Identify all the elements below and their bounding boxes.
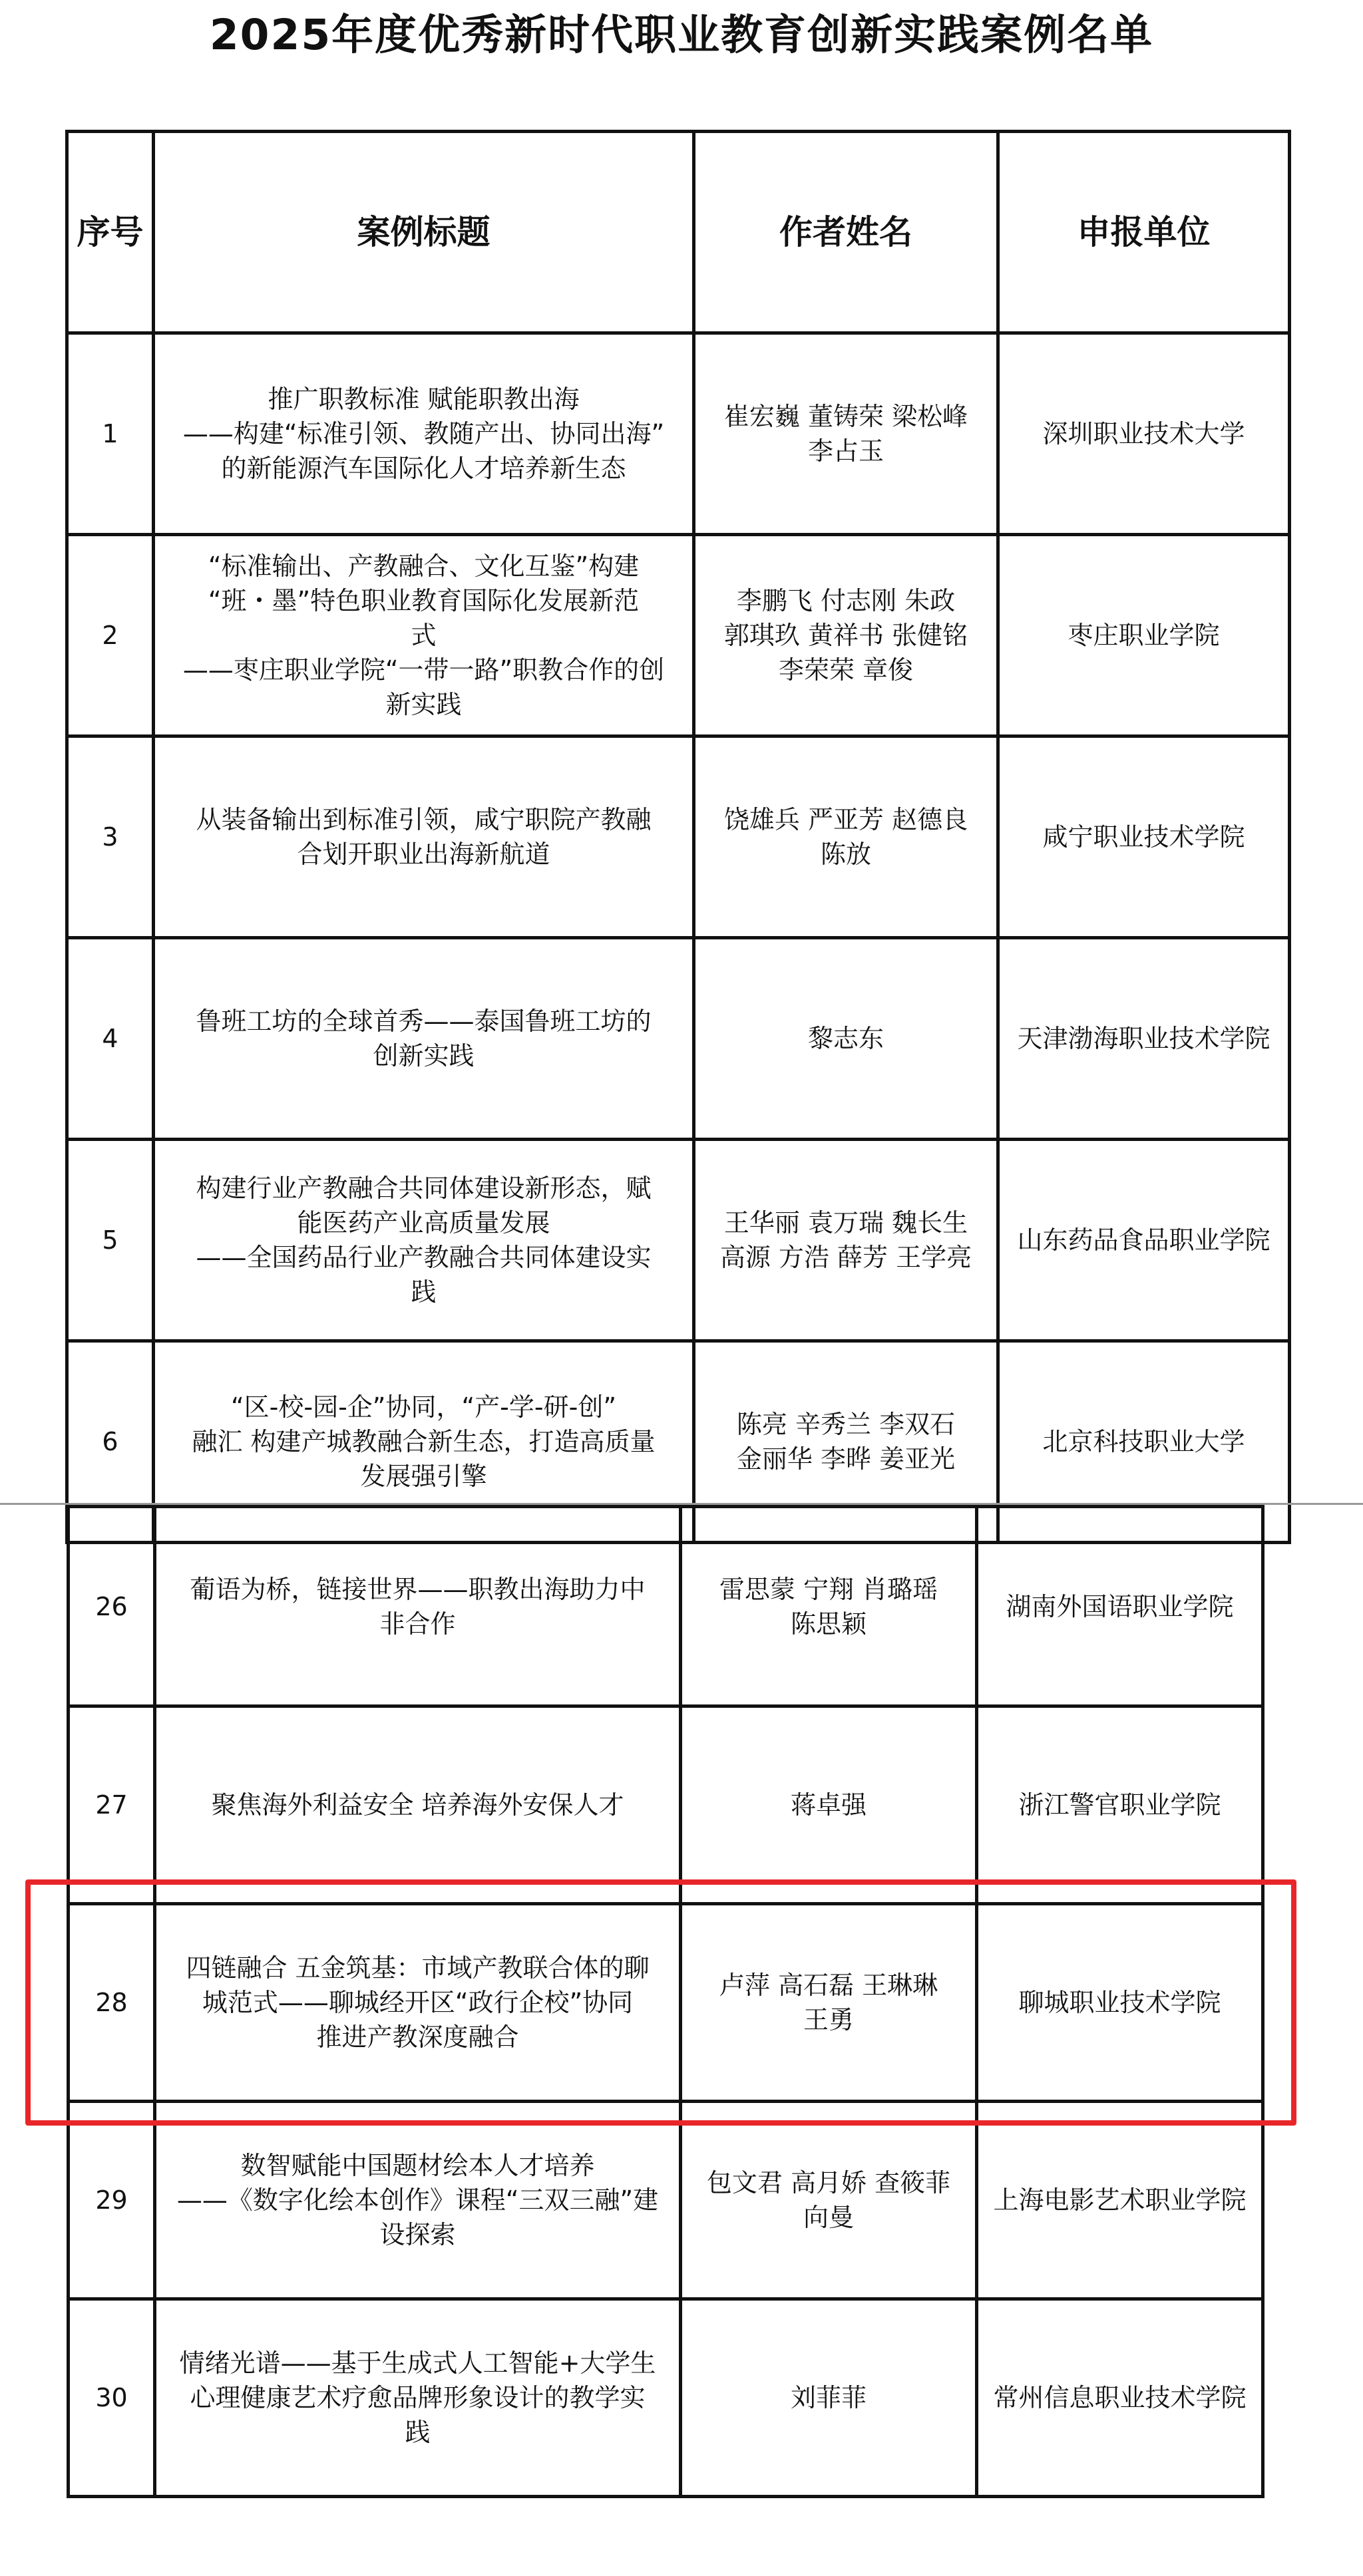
header-title: 案例标题 [154, 132, 694, 333]
row-number: 29 [69, 2102, 155, 2299]
applicant-unit: 枣庄职业学院 [998, 535, 1290, 736]
header-unit: 申报单位 [998, 132, 1290, 333]
table-row [69, 1706, 1263, 1904]
author-names-line: 蒋卓强 [790, 1790, 867, 1820]
applicant-unit: 浙江警官职业学院 [977, 1706, 1263, 1904]
author-names-line: 陈放 [820, 840, 871, 869]
author-names-line: 崔宏巍 董铸荣 梁松峰 [723, 402, 968, 431]
author-names [694, 535, 998, 736]
author-names [681, 1706, 977, 1904]
case-title-line: 情绪光谱——基于生成式人工智能+大学生 [179, 2348, 656, 2378]
table-row [67, 535, 1290, 736]
author-names-line: 高源 方浩 薛芳 王学亮 [719, 1243, 972, 1272]
row-number: 5 [67, 1140, 154, 1341]
case-title-line: 推广职教标准 赋能职教出海 [268, 385, 580, 414]
case-title-line: 创新实践 [373, 1041, 475, 1070]
case-title [154, 333, 694, 535]
case-title [155, 2299, 681, 2497]
row-number: 3 [67, 736, 154, 938]
table-row [67, 736, 1290, 938]
case-title [154, 736, 694, 938]
author-names-line: 王华丽 袁万瑞 魏长生 [723, 1208, 968, 1237]
author-names [694, 938, 998, 1140]
case-title-line: 葡语为桥，链接世界——职教出海助力中 [190, 1574, 646, 1604]
author-names-line: 金丽华 李晔 姜亚光 [736, 1444, 956, 1474]
applicant-unit: 北京科技职业大学 [998, 1341, 1290, 1543]
author-names-line: 向曼 [803, 2203, 854, 2232]
case-title-line: 鲁班工坊的全球首秀——泰国鲁班工坊的 [196, 1007, 652, 1036]
applicant-unit: 深圳职业技术大学 [998, 333, 1290, 535]
case-title-line: 聚焦海外利益安全 培养海外安保人才 [211, 1790, 624, 1820]
author-names [694, 736, 998, 938]
table-header-row [67, 132, 1290, 333]
case-title-line: 融汇 构建产城教融合新生态，打造高质量 [192, 1427, 656, 1456]
author-names-line: 李鹏飞 付志刚 朱政 [736, 586, 956, 615]
author-names [694, 333, 998, 535]
author-names-line: 黎志东 [807, 1024, 884, 1053]
row-number: 4 [67, 938, 154, 1140]
row-number: 2 [67, 535, 154, 736]
case-title-line: 的新能源汽车国际化人才培养新生态 [221, 454, 626, 483]
case-title-line: 心理健康艺术疗愈品牌形象设计的教学实 [190, 2383, 646, 2412]
author-names [694, 1140, 998, 1341]
page-title: 2025年度优秀新时代职业教育创新实践案例名单 [209, 11, 1154, 59]
header-no: 序号 [67, 132, 154, 333]
case-title [154, 535, 694, 736]
case-title-line: ——《数字化绘本创作》课程“三双三融”建 [176, 2185, 659, 2215]
header-authors: 作者姓名 [694, 132, 998, 333]
case-title-line: 践 [411, 1277, 437, 1307]
author-names [681, 1507, 977, 1706]
applicant-unit: 聊城职业技术学院 [977, 1904, 1263, 2102]
applicant-unit: 常州信息职业技术学院 [977, 2299, 1263, 2497]
author-names [681, 2299, 977, 2497]
author-names-line: 刘菲菲 [790, 2383, 867, 2412]
case-title-line: 新实践 [385, 690, 462, 719]
case-title-line: 践 [405, 2418, 431, 2447]
case-title-line: ——构建“标准引领、教随产出、协同出海” [182, 419, 665, 448]
case-title [154, 938, 694, 1140]
case-title-line: 式 [411, 621, 437, 650]
row-number: 30 [69, 2299, 155, 2497]
row-number: 26 [69, 1507, 155, 1706]
author-names-line: 王勇 [803, 2005, 854, 2034]
row-number: 27 [69, 1706, 155, 1904]
author-names-line: 李占玉 [807, 436, 884, 466]
case-title-line: ——枣庄职业学院“一带一路”职教合作的创 [182, 655, 665, 685]
case-title-line: 城范式——聊城经开区“政行企校”协同 [202, 1988, 634, 2017]
author-names-line: 陈亮 辛秀兰 李双石 [736, 1410, 956, 1439]
case-title [155, 1706, 681, 1904]
case-title-line: 数智赋能中国题材绘本人才培养 [240, 2151, 595, 2180]
case-title-line: “班・墨”特色职业教育国际化发展新范 [208, 586, 640, 615]
case-title-line: 能医药产业高质量发展 [297, 1208, 550, 1237]
table-row [69, 1507, 1263, 1706]
table-row [69, 2102, 1263, 2299]
applicant-unit: 咸宁职业技术学院 [998, 736, 1290, 938]
highlight-box [25, 1879, 1296, 2126]
case-title-line: 发展强引擎 [360, 1462, 487, 1491]
applicant-unit: 山东药品食品职业学院 [998, 1140, 1290, 1341]
case-title-line: 构建行业产教融合共同体建设新形态，赋 [196, 1174, 652, 1203]
case-title [155, 1507, 681, 1706]
case-title-line: 从装备输出到标准引领，咸宁职院产教融 [196, 805, 652, 834]
case-title-line: 设探索 [379, 2220, 456, 2249]
case-title [154, 1140, 694, 1341]
row-number: 1 [67, 333, 154, 535]
table-row [67, 333, 1290, 535]
case-title-line: “区-校-园-企”协同，“产-学-研-创” [230, 1392, 617, 1422]
case-title-line: ——全国药品行业产教融合共同体建设实 [196, 1243, 652, 1272]
case-title-line: “标准输出、产教融合、文化互鉴”构建 [208, 552, 640, 581]
case-title-line: 四链融合 五金筑基：市域产教联合体的聊 [186, 1953, 650, 1983]
applicant-unit: 湖南外国语职业学院 [977, 1507, 1263, 1706]
row-number: 6 [67, 1341, 154, 1543]
table-row [67, 1140, 1290, 1341]
case-table-top [65, 130, 1291, 1544]
case-title-line: 非合作 [379, 1609, 456, 1639]
author-names-line: 郭琪玖 黄祥书 张健铭 [723, 621, 968, 650]
case-title [155, 2102, 681, 2299]
applicant-unit: 天津渤海职业技术学院 [998, 938, 1290, 1140]
table-row [67, 938, 1290, 1140]
row-number: 28 [69, 1904, 155, 2102]
author-names-line: 雷思蒙 宁翔 肖璐瑶 [719, 1574, 938, 1604]
author-names [681, 2102, 977, 2299]
applicant-unit: 上海电影艺术职业学院 [977, 2102, 1263, 2299]
author-names-line: 李荣荣 章俊 [778, 655, 914, 685]
author-names-line: 包文君 高月娇 查筱菲 [706, 2168, 951, 2197]
author-names-line: 饶雄兵 严亚芳 赵德良 [723, 805, 968, 834]
author-names-line: 卢萍 高石磊 王琳琳 [719, 1971, 938, 2000]
author-names-line: 陈思颖 [790, 1609, 867, 1639]
table-row [69, 2299, 1263, 2497]
case-title-line: 推进产教深度融合 [316, 2022, 519, 2052]
case-title-line: 合划开职业出海新航道 [297, 840, 550, 869]
